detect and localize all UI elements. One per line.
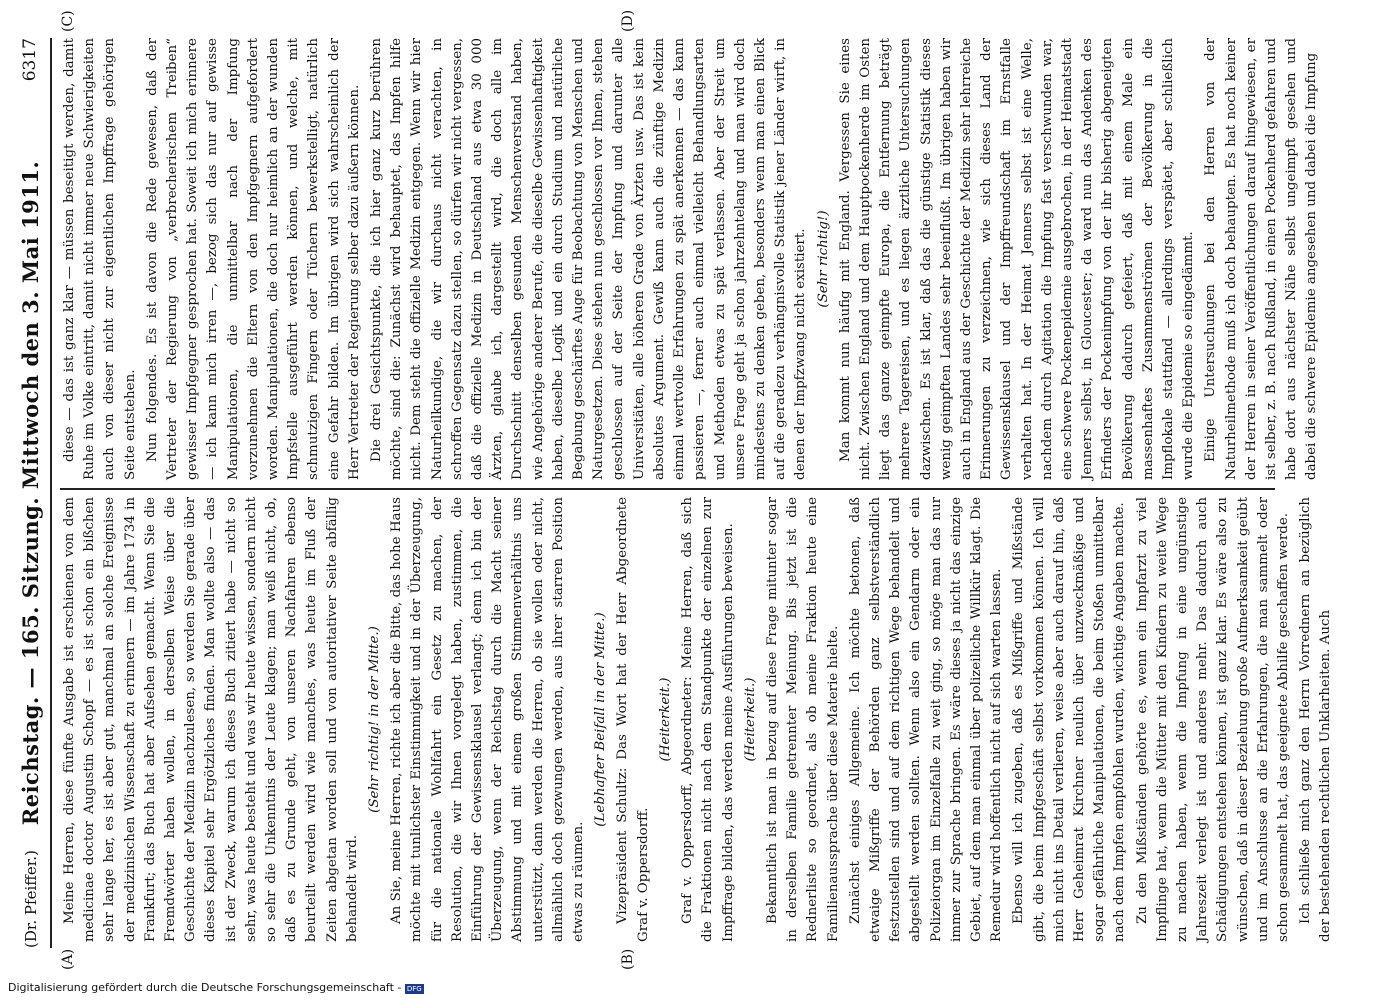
paragraph: Bekanntlich ist man in bezug auf diese Frage mitunter sogar in derselben Familie getrennter Meinung. Bis jetzt ist die Rednerliste so geordnet, als ob meine Fraktion heute eine Familienaussprache über diese Materie hielte.	[764, 497, 841, 942]
margin-mark-a: (A)	[60, 948, 76, 970]
reaction: (Sehr richtig! in der Mitte.)	[367, 626, 383, 813]
running-speaker: (Dr. Pfeiffer.)	[22, 850, 40, 948]
paragraph: An Sie, meine Herren, richte ich aber die Bitte, das hohe Haus möchte mit tunlichster Einstimmigkeit und in der Überzeugung, für die nationale Wohlfahrt ein Gesetz zu machen, der Resolution, die wir Ihnen vorgelegt haben, zustimmen, die Einführung der Gewissensklausel verlangt; denn ich bin der Überzeugung, wenn der Reichstag durch die Macht seiner Abstimmung und mit einem großen Stimmenverhältnis uns unterstützt, dann werden die Herren, ob sie wollen oder nicht, allmählich doch gezwungen werden, aus ihrer starren Position etwas zu räumen.	[389, 497, 587, 942]
paragraph: Zunächst einiges Allgemeine. Ich möchte betonen, daß etwaige Mißgriffe der Behörden ganz selbstverständlich festzustellen sind und auf dem richtigen Wege behandelt und abgestellt werden sollten. Wenn also ein Gendarm oder ein Polizeiorgan im Einzelfalle zu weit ging, so möge man das nur immer zur Sprache bringen. Es wäre dieses ja nicht das einzige Gebiet, auf dem man einmal über polizeiliche Willkür klagt. Die Remedur wird hoffentlich nicht auf sich warten lassen.	[847, 497, 1005, 942]
left-column	[60, 497, 1334, 942]
paragraph: Zu den Mißständen gehörte es, wenn ein Impfarzt zu viel Impflinge hat, wenn die Mütter mit den Kindern zu weite Wege zu machen haben, wenn die Impfung in eine ungünstige Jahreszeit verlegt ist und anderes mehr. Das dadurch auch Schädigungen entstehen können, ist ganz klar. Es wäre also zu wünschen, daß in dieser Beziehung große Aufmerksamkeit geübt und im Anschlusse an die Erfahrungen, die man sammelt oder schon gesammelt hat, das geeignete Abhilfe geschaffen werde.	[1134, 497, 1291, 942]
page-title: Reichstag. — 165. Sitzung. Mittwoch den 3. Mai 1911.	[18, 160, 43, 826]
speaker-line: Graf v. Oppersdorff, Abgeordneter: Meine Herren, daß sich die Fraktionen nicht nach dem Standpunkte der einzelnen zur Impffrage bilden, das werden meine Ausführungen beweisen.	[680, 497, 736, 942]
margin-mark-d: (D)	[620, 9, 636, 32]
page-number: 6317	[20, 38, 40, 82]
reaction: (Lebhafter Beifall in der Mitte.)	[593, 612, 609, 827]
reaction: (Sehr richtig!)	[815, 210, 831, 308]
paragraph: Man kommt nun häufig mit England. Vergessen Sie eines nicht. Zwischen England und dem Hauptpockenherde im Osten liegt das ganze geimpfte Europa, die Entfernung beträgt mehrere Tagereisen, und es liegen ärztliche Untersuchungen dazwischen. Es ist klar, daß das die günstige Statistik dieses wenig geimpften Landes sehr beeinflußt. Im übrigen haben wir auch in England aus der Geschichte der Medizin sehr lehrreiche Erinnerungen zu verzeichnen, wie sich dieses Land der Gewissensklausel und der Impffreundschaft im Ernstfalle verhalten hat. In der Heimat Jenners selbst ist eine Welle, nachdem durch Agitation die Impfung fast verschwunden war, eine schwere Pockenepidemie ausgebrochen, in der Heimatstadt Jenners selbst, in Gloucester; da ward nun das Andenken des Erfinders der Pockenimpfung von der ihr bisherig abgeneigten Bevölkerung dadurch gefeiert, daß mit einem Male ein massenhaftes Zusammenströmen der Bevölkerung in die Impflokale stattfand — allerdings verspätet, aber schließlich wurde die Epidemie so eingedämmt.	[837, 38, 1197, 480]
column-divider	[60, 488, 1275, 490]
header-rule	[50, 38, 52, 948]
paragraph: Ebenso will ich zugeben, daß es Mißgriffe und Mißstände gibt, die beim Impfgeschäft selbst vorkommen können. Ich will mich nicht ins Detail verlieren, weise aber auch darauf hin, daß Herr Geheimrat Kirchner neulich über unzweckmäßige und sogar gefährliche Manipulationen, die beim Stoßen unmittelbar nach dem Impfen empfohlen wurden, wichtige Angaben machte.	[1011, 497, 1128, 942]
speaker-line: Vizepräsident Schultz: Das Wort hat der Herr Abgeordnete Graf v. Oppersdorff.	[615, 497, 651, 942]
reaction: (Heiterkeit.)	[657, 677, 673, 762]
paragraph: diese — das ist ganz klar — müssen beseitigt werden, damit Ruhe im Volke eintritt, damit nicht immer neue Schwierigkeiten auch von dieser nicht zur eigentlichen Impffrage gehörigen Seite entstehen.	[62, 38, 138, 480]
credit-text: Digitalisierung gefördert durch die Deutsche Forschungsgemeinschaft -	[8, 981, 402, 994]
paragraph: Die drei Gesichtspunkte, die ich hier ganz kurz berühren möchte, sind die: Zunächst wird behauptet, das Impfen hilfe nicht. Dem steht die offizielle Medizin entgegen. Wenn wir hier Naturheilkundige, die wir durchaus nicht verachten, in schroffen Gegensatz dazu stellen, so dürfen wir nicht vergessen, daß die offizielle Medizin in Deutschland aus etwa 30 000 Ärzten, glaube ich, dargestellt wird, die doch alle im Durchschnitt denselben gesunden Menschenverstand haben, wie Angehörige anderer Berufe, die dieselbe Gewissenhaftigkeit haben, dieselbe Logik und ein durch Studium und natürliche Begabung geschärftes Auge für Beobachtung von Menschen und Naturgesetzen. Diese stehen nun geschlossen vor Ihnen, stehen geschlossen auf der Seite der Impfung und darunter alle Universitäten, alle höheren Grade von Ärzten usw. Das ist kein absolutes Argument. Gewiß kann auch die zünftige Medizin einmal wertvolle Erfahrungen zu spät anerkennen — das kann passieren —, ferner auch einmal vielleicht Behandlungsarten und Methoden etwas zu spät verlassen. Aber der Streit um unsere Frage geht ja schon jahrzehntelang und man wird doch mindestens zu denken geben, besonders wenn man einen Blick auf die geradezu verhängnisvolle Statistik jener Länder wirft, in denen der Impfzwang nicht existiert.	[369, 38, 809, 480]
paragraph: Einige Untersuchungen bei den Herren von der Naturheilmethode muß ich doch behaupten. Es hat noch keiner der Herren in seiner Veröffentlichungen darauf hingewiesen, er ist selber, z. B. nach Rußland, in einen Pockenherd gefahren und habe dort aus nächster Nähe selbst ungeimpft gesehen und dabei die schwere Epidemie angesehen und dabei die Impfung	[1203, 38, 1320, 480]
reaction: (Heiterkeit.)	[742, 677, 758, 762]
margin-mark-b: (B)	[620, 948, 636, 970]
right-column	[60, 38, 1320, 480]
dfg-logo: DFG	[406, 985, 422, 993]
margin-mark-c: (C)	[60, 10, 76, 32]
digitization-credit	[8, 981, 908, 994]
paragraph: Nun folgendes. Es ist davon die Rede gewesen, daß der Vertreter der Regierung von „verbrecherischem Treiben“ gewisser Impfgegner gesprochen hat. Soweit ich mich erinnere — ich kann mich irren —, bezog sich das nur auf gewisse Manipulationen, die unmittelbar nach der Impfung vorzunehmen die Eltern von den Impfgegnern aufgefordert worden. Manipulationen, die doch nur heimlich an der wunden Impfstelle ausgeführt werden können, und welche, mit schmutzigen Fingern oder Tüchern bewerkstelligt, natürlich eine Gefahr bilden. Im übrigen wird sich wahrscheinlich der Herr Vertreter der Regierung selber dazu äußern können.	[144, 38, 362, 480]
page-header	[14, 38, 54, 948]
paragraph: Ich schließe mich ganz den Herrn Vorrednern an bezüglich der bestehenden rechtlichen Unklarheiten. Auch	[1298, 497, 1334, 942]
paragraph: Meine Herren, diese fünfte Ausgabe ist erschienen von dem medicinae doctor Augustin Schopf — es ist schon ein bißchen sehr lange her, es ist aber gut, manchmal an solche Ereignisse der medizinischen Wissenschaft zu erinnern — im Jahre 1734 in Frankfurt; das Buch hat aber Aufsehen gemacht. Wenn Sie die Fremdwörter haben wollen, in derselben Weise über die Geschichte der Medizin nachzulesen, so werden Sie gerade über dieses Kapitel sehr Ergötzliches finden. Man wollte also — das ist der Zweck, warum ich dieses Buch zitiert habe — nicht so sehr, was heute besteht und was wir heute wissen, sondern nicht so sehr die Unkenntnis der Leute klagen; man weiß nicht, ob, daß es zu Grunde geht, von unseren Nachfahren ebenso beurteilt werden wird wie manches, was heute im Fluß der Zeiten abgetan worden soll und von autoritativer Seite abfällig behandelt wird.	[62, 497, 360, 942]
